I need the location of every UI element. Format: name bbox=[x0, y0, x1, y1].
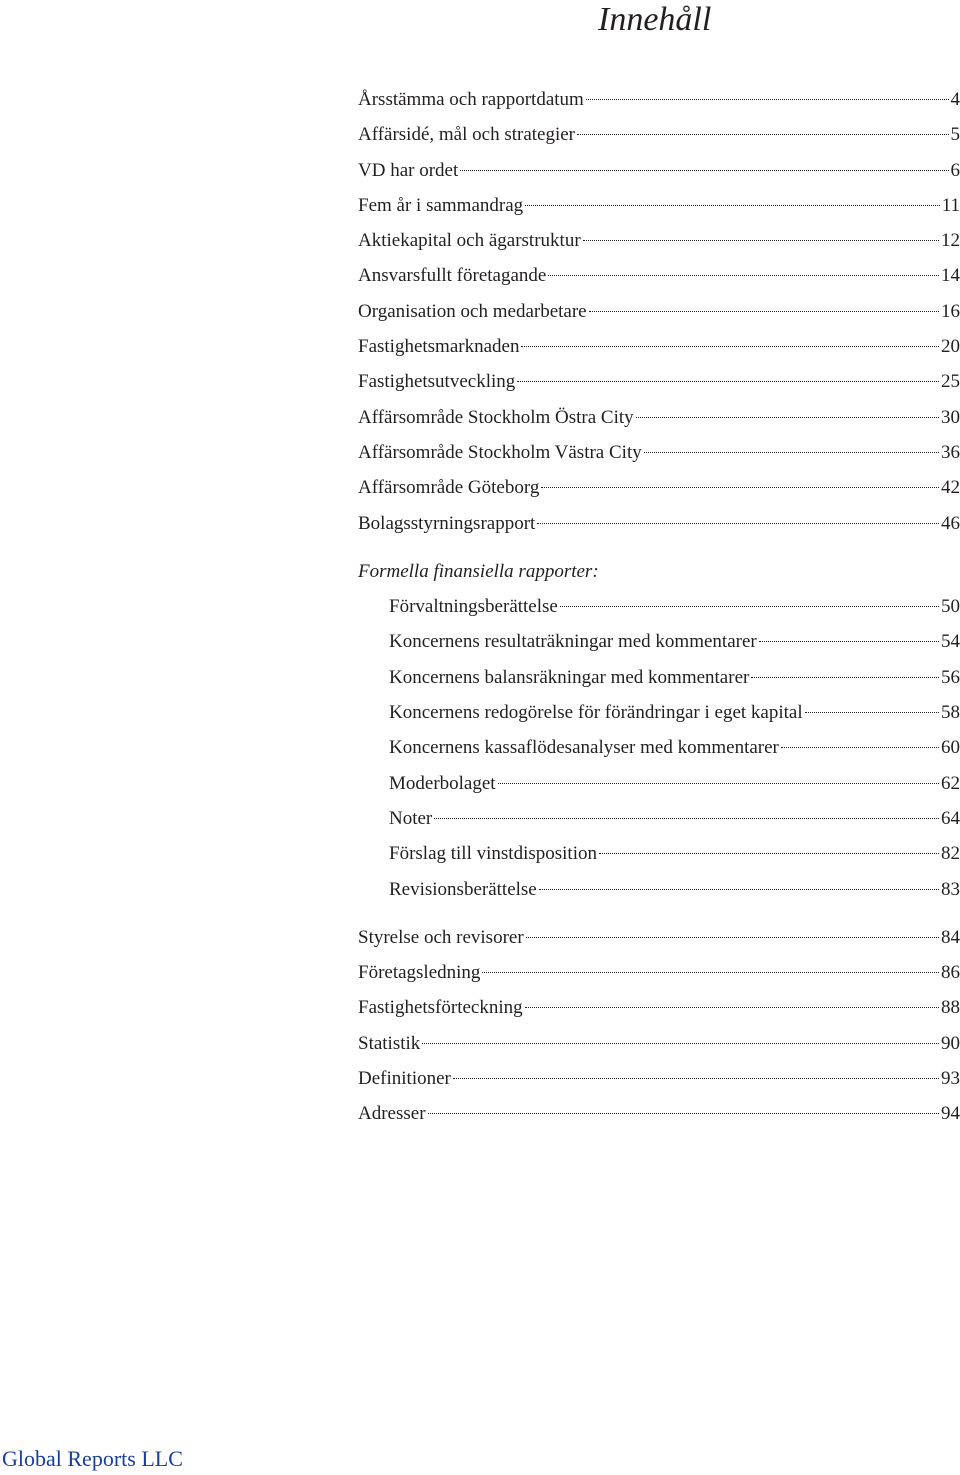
toc-entry-label: Definitioner bbox=[358, 1068, 451, 1090]
toc-entry-page: 64 bbox=[941, 807, 960, 829]
toc-entry[interactable] bbox=[358, 589, 960, 624]
toc-entry-page: 11 bbox=[941, 194, 960, 216]
toc-entry-label: Revisionsberättelse bbox=[389, 878, 537, 900]
toc-entry[interactable] bbox=[358, 766, 960, 801]
toc-group-appendix bbox=[358, 920, 960, 1132]
toc-entry-page: 60 bbox=[941, 737, 960, 759]
toc-entry[interactable] bbox=[358, 1061, 960, 1096]
dot-leader bbox=[428, 1113, 939, 1114]
toc-entry-label: Förvaltningsberättelse bbox=[389, 596, 558, 618]
toc-entry[interactable] bbox=[358, 258, 960, 293]
toc-entry-page: 25 bbox=[941, 371, 960, 393]
toc-entry-label: Fastighetsutveckling bbox=[358, 371, 516, 393]
toc-entry[interactable] bbox=[358, 730, 960, 765]
toc-entry-page: 4 bbox=[950, 89, 960, 110]
dot-leader bbox=[539, 889, 939, 890]
page-title: Innehåll bbox=[598, 1, 712, 38]
toc-entry-page: 84 bbox=[941, 926, 960, 948]
toc-entry-page: 83 bbox=[941, 878, 960, 900]
dot-leader bbox=[498, 783, 939, 784]
dot-leader bbox=[482, 972, 939, 973]
toc-entry-page: 42 bbox=[941, 477, 960, 499]
dot-leader bbox=[599, 853, 939, 854]
dot-leader bbox=[526, 937, 939, 938]
toc-entry[interactable] bbox=[358, 294, 960, 329]
toc-entry-page: 58 bbox=[941, 702, 960, 724]
dot-leader bbox=[460, 170, 948, 171]
toc-entry[interactable] bbox=[358, 660, 960, 695]
dot-leader bbox=[805, 712, 939, 713]
dot-leader bbox=[422, 1043, 939, 1044]
toc-entry-label: Adresser bbox=[358, 1103, 426, 1125]
toc-entry-label: Koncernens resultaträkningar med kommentarer bbox=[389, 631, 757, 653]
section-gap bbox=[358, 907, 960, 920]
toc-group-main bbox=[358, 82, 960, 541]
dot-leader bbox=[759, 641, 939, 642]
toc-entry[interactable] bbox=[358, 872, 960, 907]
toc-entry[interactable] bbox=[358, 695, 960, 730]
toc-entry-label: Fem år i sammandrag bbox=[358, 194, 524, 216]
toc-entry-page: 56 bbox=[941, 666, 960, 688]
toc-entry-page: 50 bbox=[941, 596, 960, 618]
toc-entry[interactable] bbox=[358, 1096, 960, 1131]
toc-entry-page: 62 bbox=[941, 772, 960, 794]
table-of-contents bbox=[358, 82, 960, 1132]
toc-entry-page: 88 bbox=[941, 997, 960, 1019]
dot-leader bbox=[517, 381, 939, 382]
toc-entry[interactable] bbox=[358, 435, 960, 470]
toc-entry[interactable] bbox=[358, 82, 960, 117]
toc-entry-label: Affärsområde Stockholm Östra City bbox=[358, 406, 634, 428]
toc-entry[interactable] bbox=[358, 1026, 960, 1061]
toc-entry-label: Affärsområde Göteborg bbox=[358, 477, 540, 499]
dot-leader bbox=[537, 523, 939, 524]
toc-entry-label: Noter bbox=[389, 807, 433, 829]
toc-entry[interactable] bbox=[358, 624, 960, 659]
toc-entry-label: Förslag till vinstdisposition bbox=[389, 843, 597, 865]
toc-entry[interactable] bbox=[358, 153, 960, 188]
dot-leader bbox=[434, 818, 939, 819]
toc-entry-page: 30 bbox=[941, 406, 960, 428]
toc-entry-label: Ansvarsfullt företagande bbox=[358, 265, 547, 287]
toc-entry-page: 86 bbox=[941, 962, 960, 984]
toc-entry-page: 90 bbox=[941, 1032, 960, 1054]
toc-entry-page: 14 bbox=[941, 265, 960, 287]
toc-entry[interactable] bbox=[358, 801, 960, 836]
toc-entry-label: Moderbolaget bbox=[389, 772, 496, 794]
toc-entry-page: 6 bbox=[950, 159, 960, 181]
toc-entry-label: Bolagsstyrningsrapport bbox=[358, 512, 536, 534]
toc-entry-page: 93 bbox=[941, 1068, 960, 1090]
dot-leader bbox=[521, 346, 939, 347]
toc-entry-page: 46 bbox=[941, 512, 960, 534]
dot-leader bbox=[781, 747, 939, 748]
dot-leader bbox=[525, 1007, 939, 1008]
toc-entry[interactable] bbox=[358, 920, 960, 955]
toc-entry-page: 20 bbox=[941, 336, 960, 358]
toc-entry-label: Organisation och medarbetare bbox=[358, 300, 587, 322]
toc-entry-label: Fastighetsmarknaden bbox=[358, 336, 520, 358]
toc-entry-label: Koncernens redogörelse för förändringar i eget kapital bbox=[389, 702, 803, 724]
section-heading-financial: Formella finansiella rapporter: bbox=[358, 560, 599, 582]
toc-entry-label: Företagsledning bbox=[358, 962, 481, 984]
dot-leader bbox=[751, 677, 939, 678]
toc-entry-page: 12 bbox=[941, 230, 960, 252]
toc-entry[interactable] bbox=[358, 188, 960, 223]
toc-entry[interactable] bbox=[358, 506, 960, 541]
dot-leader bbox=[589, 311, 939, 312]
toc-entry-label: Statistik bbox=[358, 1032, 421, 1054]
toc-entry-label: Fastighetsförteckning bbox=[358, 997, 523, 1019]
toc-entry-page: 82 bbox=[941, 843, 960, 865]
dot-leader bbox=[577, 134, 948, 135]
toc-entry-page: 16 bbox=[941, 300, 960, 322]
toc-entry-page: 94 bbox=[941, 1103, 960, 1125]
toc-entry[interactable] bbox=[358, 955, 960, 990]
dot-leader bbox=[644, 452, 939, 453]
dot-leader bbox=[548, 275, 939, 276]
dot-leader bbox=[525, 205, 940, 206]
footer-watermark: Global Reports LLC bbox=[2, 1446, 183, 1471]
toc-entry[interactable] bbox=[358, 990, 960, 1025]
toc-entry-label: VD har ordet bbox=[358, 159, 459, 181]
dot-leader bbox=[560, 606, 939, 607]
toc-entry-label: Årsstämma och rapportdatum bbox=[358, 89, 584, 110]
toc-entry-label: Aktiekapital och ägarstruktur bbox=[358, 230, 581, 252]
toc-entry[interactable] bbox=[358, 400, 960, 435]
dot-leader bbox=[541, 487, 939, 488]
toc-entry[interactable] bbox=[358, 329, 960, 364]
dot-leader bbox=[586, 99, 949, 100]
toc-entry[interactable] bbox=[358, 470, 960, 505]
toc-entry[interactable] bbox=[358, 223, 960, 258]
toc-entry-label: Affärsområde Stockholm Västra City bbox=[358, 441, 642, 463]
toc-entry-label: Affärsidé, mål och strategier bbox=[358, 124, 576, 146]
dot-leader bbox=[583, 240, 939, 241]
toc-entry-label: Koncernens balansräkningar med kommentarer bbox=[389, 666, 750, 688]
toc-entry[interactable] bbox=[358, 364, 960, 399]
dot-leader bbox=[453, 1078, 939, 1079]
toc-entry[interactable] bbox=[358, 117, 960, 152]
toc-entry-label: Koncernens kassaflödesanalyser med kommentarer bbox=[389, 737, 779, 759]
toc-group-financial bbox=[358, 589, 960, 907]
toc-entry-page: 36 bbox=[941, 441, 960, 463]
toc-entry-page: 54 bbox=[941, 631, 960, 653]
toc-entry[interactable] bbox=[358, 836, 960, 871]
toc-entry-label: Styrelse och revisorer bbox=[358, 926, 524, 948]
toc-entry-page: 5 bbox=[950, 124, 960, 146]
dot-leader bbox=[636, 417, 939, 418]
